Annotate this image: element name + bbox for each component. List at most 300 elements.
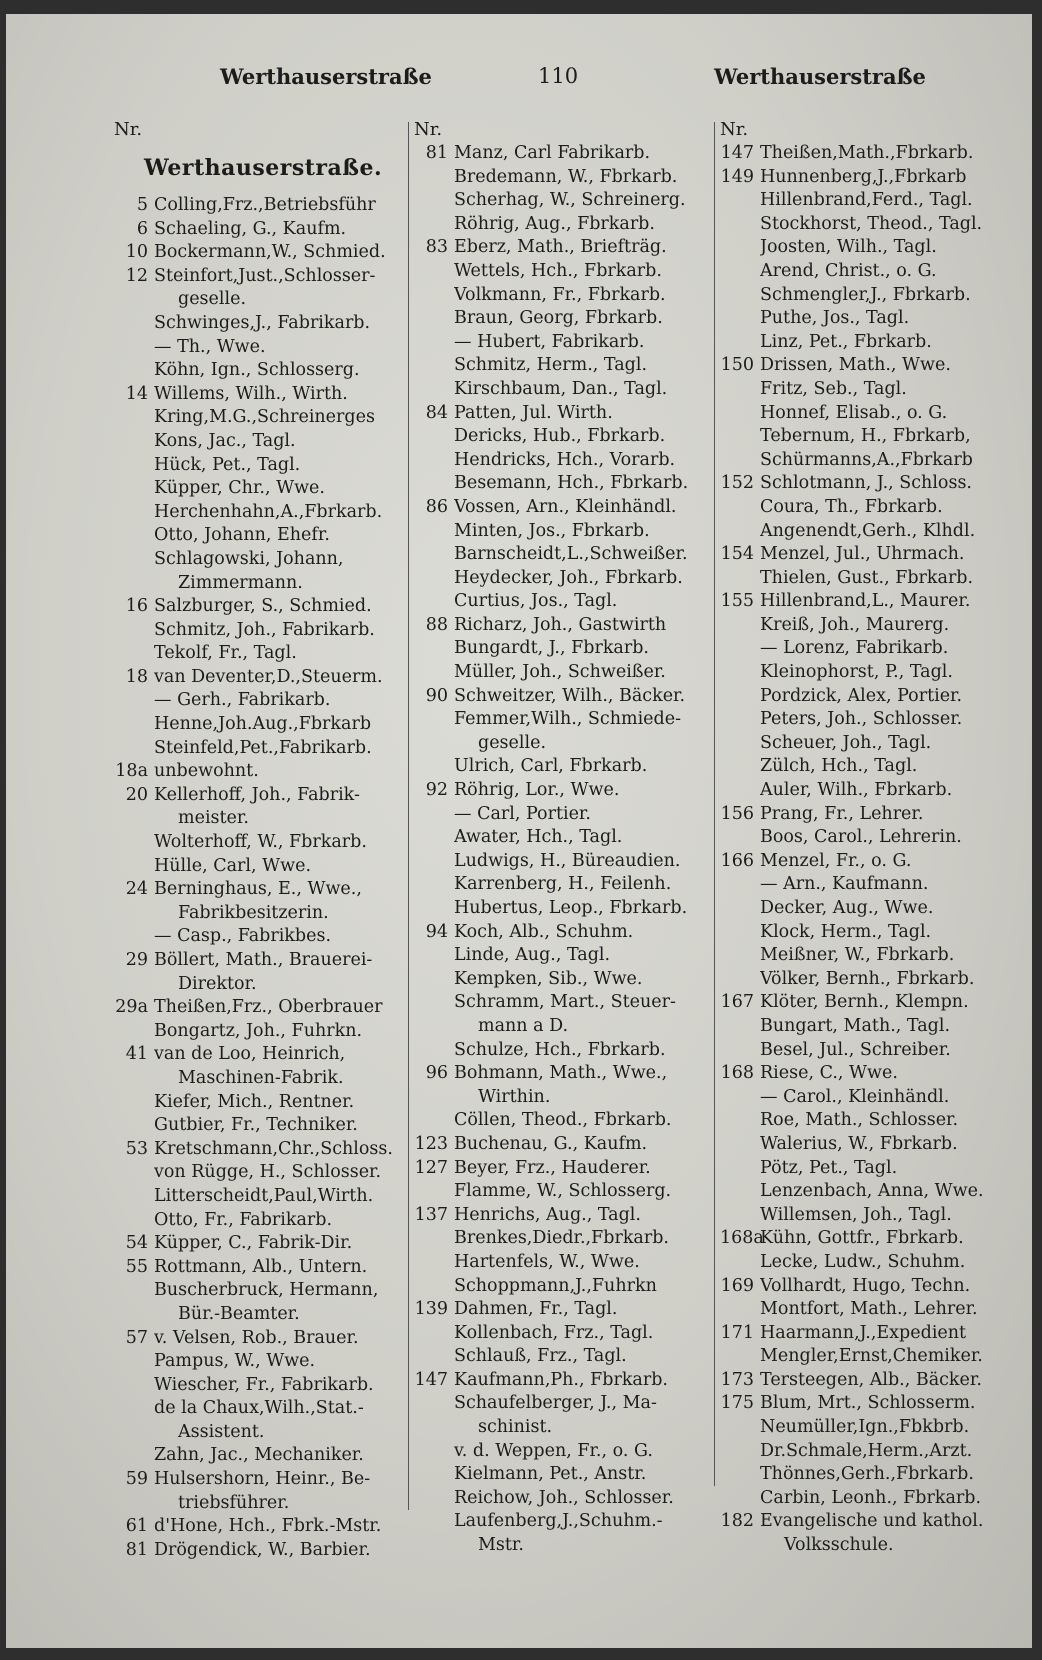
resident-text: Kiefer, Mich., Rentner. [154,1091,355,1112]
resident-text: Bohmann, Math., Wwe., [454,1063,668,1084]
directory-entry [414,1345,706,1369]
directory-entry [720,142,1028,166]
directory-entry [720,543,1028,567]
street-title: Werthauserstraße. [144,155,383,181]
resident-text: Steinfort,Just.,Schlosser- [154,265,376,286]
resident-text: d'Hone, Hch., Fbrk.-Mstr. [154,1516,382,1537]
directory-entry [114,737,412,761]
house-number [720,567,760,591]
house-number [114,1303,154,1327]
house-number [114,1397,154,1421]
resident-text: Schlotmann, J., Schloss. [760,473,972,494]
resident-text: Buscherbruck, Hermann, [154,1280,379,1301]
house-number [114,524,154,548]
house-number [414,590,454,614]
nr-heading: Nr. [114,119,143,140]
directory-entry [414,307,706,331]
directory-entry [414,354,706,378]
directory-entry [414,1157,706,1181]
house-number [114,619,154,643]
house-number [414,520,454,544]
resident-text: Schlagowski, Johann, [154,548,344,569]
house-number [414,1109,454,1133]
directory-entry [720,1345,1028,1369]
house-number: 6 [136,218,148,239]
directory-entry [720,1251,1028,1275]
resident-text: Bongartz, Joh., Fuhrkn. [154,1020,363,1041]
directory-entry [720,354,1028,378]
resident-text: Küpper, C., Fabrik-Dir. [154,1233,353,1254]
directory-entry [114,996,412,1020]
directory-entry [414,968,706,992]
resident-text: Berninghaus, E., Wwe., [154,879,362,900]
resident-text: Drissen, Math., Wwe. [760,355,951,376]
house-number [720,779,760,803]
house-number [720,284,760,308]
house-number [720,1204,760,1228]
house-number [414,449,454,473]
resident-text: Walerius, W., Fbrkarb. [760,1133,958,1154]
directory-entry [414,897,706,921]
resident-text: Colling,Frz.,Betriebsführ [154,195,376,215]
resident-text: Drögendick, W., Barbier. [154,1539,371,1560]
directory-entry [414,1416,706,1440]
resident-text: Schulze, Hch., Fbrkarb. [454,1039,666,1060]
house-number [414,1440,454,1464]
house-number [414,1345,454,1369]
resident-text: Heydecker, Joh., Fbrkarb. [454,567,683,588]
directory-entry [114,1209,412,1233]
house-number [114,1279,154,1303]
house-number [114,548,154,572]
resident-text: Honnef, Elisab., o. G. [760,402,948,423]
resident-text: Schmengler,J., Fbrkarb. [760,284,971,305]
resident-text: Arend, Christ., o. G. [760,260,937,281]
directory-entry [720,1510,1028,1534]
house-number [414,189,454,213]
directory-entry [114,1350,412,1374]
directory-entry [414,1180,706,1204]
directory-entry [720,826,1028,850]
resident-text: Klöter, Bernh., Klempn. [760,992,969,1013]
resident-text: Theißen,Math.,Fbrkarb. [760,143,974,163]
resident-text: Hillenbrand,L., Maurer. [760,591,971,612]
house-number: 169 [720,1275,754,1296]
directory-entry [114,949,412,973]
house-number [414,1510,454,1534]
house-number [720,944,760,968]
resident-text: Theißen,Frz., Oberbrauer [154,997,383,1018]
house-number [720,1534,760,1558]
resident-text: Volksschule. [784,1535,894,1556]
directory-entry [414,1109,706,1133]
resident-text: Hülle, Carl, Wwe. [154,855,312,876]
resident-text: Riese, C., Wwe. [760,1063,898,1084]
directory-entry [414,331,706,355]
directory-entry [114,548,412,572]
directory-entry [720,779,1028,803]
house-number [114,406,154,430]
resident-text: Prang, Fr., Lehrer. [760,803,924,824]
directory-entry [114,878,412,902]
house-number: 182 [720,1511,754,1532]
house-number [720,1180,760,1204]
directory-entry [720,685,1028,709]
house-number [114,902,154,926]
house-number [414,354,454,378]
resident-text: Henrichs, Aug., Tagl. [454,1204,641,1225]
house-number [720,1039,760,1063]
resident-text: — Gerh., Fabrikarb. [154,690,331,711]
resident-text: Kollenbach, Frz., Tagl. [454,1322,654,1343]
house-number [114,1350,154,1374]
house-number [414,472,454,496]
directory-entry [414,1534,706,1558]
directory-entry [414,1062,706,1086]
directory-entry [414,1086,706,1110]
resident-text: — Th., Wwe. [154,336,266,357]
directory-entry [720,1463,1028,1487]
house-number [720,614,760,638]
house-number [114,689,154,713]
directory-entry [114,1444,412,1468]
house-number: 168a [720,1228,764,1249]
resident-text: Gutbier, Fr., Techniker. [154,1115,358,1136]
resident-text: Hartenfels, W., Wwe. [454,1251,640,1272]
directory-entry [114,1256,412,1280]
resident-text: Scheuer, Joh., Tagl. [760,732,932,753]
directory-entry [414,708,706,732]
directory-entry [114,194,412,218]
house-number [414,968,454,992]
directory-entry [720,755,1028,779]
directory-entry [720,1133,1028,1157]
house-number [414,425,454,449]
house-number [114,642,154,666]
resident-text: Montfort, Math., Lehrer. [760,1299,978,1320]
directory-entry [720,1275,1028,1299]
resident-text: Lecke, Ludw., Schuhm. [760,1251,966,1272]
resident-text: Vossen, Arn., Kleinhändl. [454,496,677,517]
directory-entry [114,336,412,360]
house-number [114,430,154,454]
resident-text: Richarz, Joh., Gastwirth [454,614,667,635]
house-number [114,831,154,855]
resident-text: Otto, Johann, Ehefr. [154,525,330,546]
directory-entry [114,1539,412,1563]
directory-entry [720,1062,1028,1086]
resident-text: Awater, Hch., Tagl. [454,827,623,848]
house-number [414,543,454,567]
directory-entry [414,590,706,614]
resident-text: Koch, Alb., Schuhm. [454,921,634,942]
house-number: 18a [115,761,148,782]
house-number [720,520,760,544]
resident-text: — Casp., Fabrikbes. [154,926,332,947]
resident-text: Dahmen, Fr., Tagl. [454,1299,618,1320]
directory-entry [720,567,1028,591]
resident-text: Ulrich, Carl, Fbrkarb. [454,756,648,777]
resident-text: Klock, Herm., Tagl. [760,921,932,942]
resident-text: Schlauß, Frz., Tagl. [454,1346,627,1367]
resident-text: Steinfeld,Pet.,Fabrikarb. [154,737,372,758]
house-number [720,1487,760,1511]
resident-text: Karrenberg, H., Feilenh. [454,874,672,895]
house-number: 14 [125,383,148,404]
directory-entry [114,1138,412,1162]
house-number [414,755,454,779]
resident-text: Kretschmann,Chr.,Schloss. [154,1138,393,1159]
directory-entry [114,1114,412,1138]
house-number [720,378,760,402]
resident-text: Reichow, Joh., Schlosser. [454,1487,674,1508]
directory-entry [414,1440,706,1464]
house-number: 16 [125,596,148,617]
house-number [114,713,154,737]
house-number: 155 [720,591,754,612]
resident-text: Kempken, Sib., Wwe. [454,968,643,989]
resident-text: Hück, Pet., Tagl. [154,454,301,475]
house-number [414,1322,454,1346]
directory-entry [720,472,1028,496]
house-number [114,336,154,360]
resident-text: Tersteegen, Alb., Bäcker. [760,1369,982,1390]
resident-text: Ludwigs, H., Büreaudien. [454,850,681,871]
directory-entry [114,925,412,949]
house-number [114,1492,154,1516]
resident-text: Mstr. [478,1535,524,1556]
house-number [114,1444,154,1468]
resident-text: — Carol., Kleinhändl. [760,1086,950,1107]
directory-entry [114,1185,412,1209]
house-number [720,260,760,284]
directory-entry [114,1067,412,1091]
resident-text: Schramm, Mart., Steuer- [454,992,676,1013]
house-number: 152 [720,473,754,494]
resident-text: Joosten, Wilh., Tagl. [760,237,937,258]
resident-text: Patten, Jul. Wirth. [454,402,613,423]
directory-entry [114,406,412,430]
directory-entry [720,1180,1028,1204]
directory-entry [114,1303,412,1327]
resident-text: Laufenberg,J.,Schuhm.- [454,1511,663,1532]
house-number [114,1209,154,1233]
house-number [414,1015,454,1039]
house-number [720,425,760,449]
house-number [114,454,154,478]
directory-entry [720,1015,1028,1039]
running-head-right: Werthauserstraße [714,64,926,89]
house-number: 123 [414,1133,448,1154]
resident-text: Herchenhahn,A.,Fbrkarb. [154,501,383,522]
directory-entry [114,501,412,525]
house-number: 88 [425,614,448,635]
house-number [720,1109,760,1133]
resident-text: Eberz, Math., Briefträg. [454,237,667,258]
resident-text: v. Velsen, Rob., Brauer. [154,1327,359,1348]
directory-entry [414,260,706,284]
directory-entry [720,708,1028,732]
directory-entry [414,614,706,638]
directory-entry [114,454,412,478]
resident-text: Wirthin. [478,1086,551,1107]
resident-text: von Rügge, H., Schlosser. [154,1162,382,1183]
resident-text: unbewohnt. [154,761,259,782]
directory-entry [414,1204,706,1228]
house-number: 83 [425,237,448,258]
house-number [114,737,154,761]
resident-text: Hendricks, Hch., Vorarb. [454,449,676,470]
resident-text: Barnscheidt,L.,Schweißer. [454,544,688,565]
resident-text: Curtius, Jos., Tagl. [454,591,618,612]
resident-text: Litterscheidt,Paul,Wirth. [154,1185,374,1206]
house-number [720,755,760,779]
resident-text: Peters, Joh., Schlosser. [760,709,963,730]
directory-entry [414,850,706,874]
resident-text: Carbin, Leonh., Fbrkarb. [760,1487,982,1508]
directory-entry [720,1157,1028,1181]
resident-text: Kühn, Gottfr., Fbrkarb. [760,1228,964,1249]
house-number [720,1463,760,1487]
directory-page [6,14,1032,1648]
house-number: 168 [720,1063,754,1084]
house-number [114,807,154,831]
resident-text: Bür.-Beamter. [178,1303,300,1324]
directory-entry [720,850,1028,874]
directory-entry [414,543,706,567]
house-number [720,968,760,992]
resident-text: Manz, Carl Fabrikarb. [454,143,651,163]
resident-text: Angenendt,Gerh., Klhdl. [760,520,976,541]
resident-text: Linz, Pet., Fbrkarb. [760,331,932,352]
running-head-left: Werthauserstraße [220,64,432,89]
house-number [114,1421,154,1445]
house-number [720,307,760,331]
directory-entry [114,572,412,596]
directory-entry [114,430,412,454]
house-number: 86 [425,496,448,517]
house-number [720,1015,760,1039]
directory-entry [114,1232,412,1256]
house-number [414,1463,454,1487]
resident-text: Schoppmann,J.,Fuhrkn [454,1275,657,1296]
directory-entry [114,1468,412,1492]
resident-text: Röhrig, Aug., Fbrkarb. [454,213,655,234]
resident-text: Thönnes,Gerh.,Fbrkarb. [760,1464,974,1485]
resident-text: geselle. [478,732,547,753]
resident-text: Besemann, Hch., Fbrkarb. [454,473,689,494]
house-number: 12 [125,265,148,286]
house-number [720,1251,760,1275]
directory-entry [720,1039,1028,1063]
house-number: 29 [125,950,148,970]
directory-entry [414,873,706,897]
resident-text: Salzburger, S., Schmied. [154,596,372,617]
house-number [414,873,454,897]
directory-entry [114,855,412,879]
resident-text: Bungardt, J., Fbrkarb. [454,638,649,659]
directory-entry [720,991,1028,1015]
resident-text: — Arn., Kaufmann. [760,874,929,895]
column-2 [414,118,706,1558]
resident-text: Schweitzer, Wilh., Bäcker. [454,685,686,706]
column-1 [114,118,412,1562]
resident-text: Besel, Jul., Schreiber. [760,1039,951,1060]
resident-text: Schürmanns,A.,Fbrkarb [760,449,973,470]
directory-entry [414,921,706,945]
resident-text: van Deventer,D.,Steuerm. [154,666,383,687]
house-number [414,732,454,756]
directory-entry [114,689,412,713]
directory-entry [114,784,412,808]
directory-entry [114,1397,412,1421]
house-number: 20 [125,784,148,805]
column-3 [720,118,1028,1558]
directory-entry [114,524,412,548]
house-number [414,1487,454,1511]
directory-entry [114,1492,412,1516]
resident-text: Völker, Bernh., Fbrkarb. [760,968,975,989]
resident-text: Kaufmann,Ph., Fbrkarb. [454,1369,668,1390]
house-number [414,307,454,331]
directory-entry [114,973,412,997]
directory-entry [720,1109,1028,1133]
house-number [414,991,454,1015]
house-number [414,1039,454,1063]
house-number: 81 [425,143,448,163]
house-number: 96 [425,1063,448,1084]
directory-entry [720,496,1028,520]
house-number: 150 [720,355,754,376]
resident-text: Schaufelberger, J., Ma- [454,1393,657,1414]
house-number [414,826,454,850]
house-number [114,925,154,949]
directory-entry [720,213,1028,237]
directory-entry [414,284,706,308]
directory-entry [720,944,1028,968]
house-number: 154 [720,544,754,565]
resident-text: Otto, Fr., Fabrikarb. [154,1209,333,1230]
directory-entry [414,496,706,520]
resident-text: Kellerhoff, Joh., Fabrik- [154,784,360,805]
directory-entry [414,1322,706,1346]
resident-text: Köhn, Ign., Schlosserg. [154,360,360,381]
directory-entry [414,826,706,850]
house-number [414,1275,454,1299]
directory-entry [114,1161,412,1185]
house-number: 10 [125,242,148,263]
directory-entry [114,1020,412,1044]
directory-entry [114,831,412,855]
house-number: 29a [115,997,148,1018]
resident-text: Bungart, Math., Tagl. [760,1015,951,1036]
directory-entry [114,265,412,289]
directory-entry [114,595,412,619]
directory-entry [414,732,706,756]
house-number [414,1416,454,1440]
directory-entry [114,619,412,643]
resident-text: Volkmann, Fr., Fbrkarb. [454,284,666,305]
house-number [414,331,454,355]
directory-entry [114,359,412,383]
directory-entry [720,968,1028,992]
house-number [720,708,760,732]
house-number [720,637,760,661]
resident-text: Kleinophorst, P., Tagl. [760,662,953,683]
directory-entry [114,1327,412,1351]
directory-entry [114,477,412,501]
directory-entry [414,425,706,449]
